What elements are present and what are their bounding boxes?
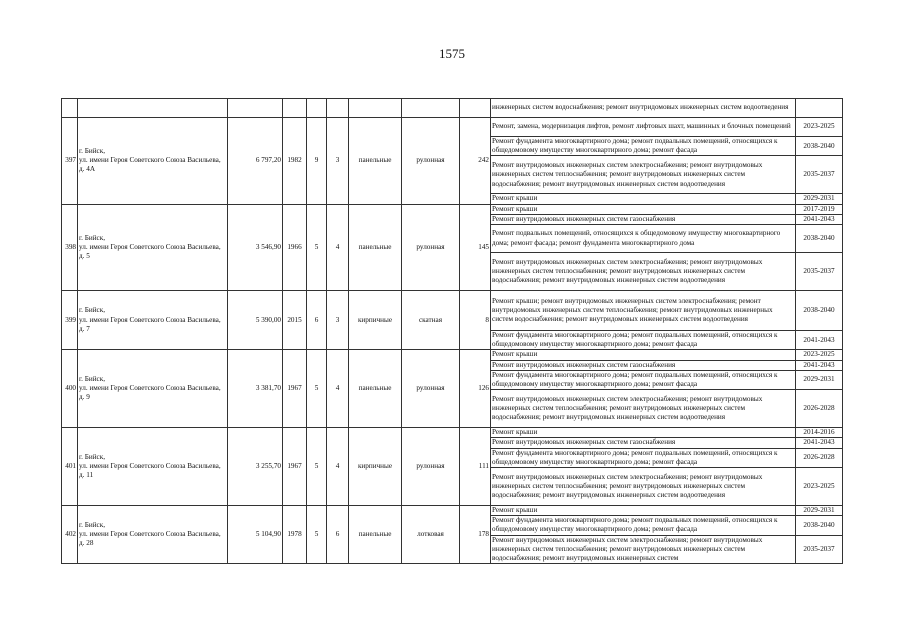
work-period: 2026-2028 xyxy=(796,390,843,428)
floors-count: 5 xyxy=(307,204,327,290)
entrances-count: 4 xyxy=(327,204,349,290)
roof-type: рулонная xyxy=(402,204,460,290)
empty-cell xyxy=(349,99,402,118)
work-description: Ремонт, замена, модернизация лифтов, ремонт лифтовых шахт, машинных и блочных помещений xyxy=(491,118,796,137)
work-period: 2014-2016 xyxy=(796,428,843,438)
entrances-count: 6 xyxy=(327,506,349,564)
work-period: 2038-2040 xyxy=(796,516,843,535)
work-description: Ремонт внутридомовых инженерных систем газоснабжения xyxy=(491,360,796,370)
address-house: д. 28 xyxy=(79,539,94,548)
empty-cell xyxy=(283,99,307,118)
floors-count: 9 xyxy=(307,118,327,205)
table-row xyxy=(62,118,843,137)
total-area: 6 797,20 xyxy=(228,118,283,205)
work-description: Ремонт внутридомовых инженерных систем электроснабжения; ремонт внутридомовых инженерных систем теплоснабжения; ремонт внутридомовых инженерных систем водоснабжения; ремонт внутридомовых инженерных систем водоотведения xyxy=(491,468,796,506)
work-period: 2038-2040 xyxy=(796,137,843,156)
total-area: 5 104,90 xyxy=(228,506,283,564)
row-number: 401 xyxy=(62,428,78,506)
work-description: Ремонт фундамента многоквартирного дома; ремонт подвальных помещений, относящихся к общедомовому имуществу многоквартирного дома; ремонт фасада xyxy=(491,370,796,389)
residents-count: 8 xyxy=(460,291,491,350)
empty-cell xyxy=(307,99,327,118)
row-number: 397 xyxy=(62,118,78,205)
address-cell xyxy=(78,118,228,205)
work-description: Ремонт подвальных помещений, относящихся к общедомовому имуществу многоквартирного дома; ремонт фасада; ремонт фундамента многоквартирного дома xyxy=(491,225,796,253)
address-house: д. 7 xyxy=(79,324,90,333)
work-description: Ремонт крыши; ремонт внутридомовых инженерных систем электроснабжения; ремонт внутридомовых инженерных систем теплоснабжения; ремонт внутридомовых инженерных систем водоснабжения; ремонт внутридомовых инженерных систем водоотведения xyxy=(491,291,796,331)
address-street: ул. имени Героя Советского Союза Васильева, xyxy=(79,315,221,324)
total-area: 3 381,70 xyxy=(228,350,283,428)
address-city: г. Бийск, xyxy=(79,306,106,315)
work-description: Ремонт фундамента многоквартирного дома; ремонт подвальных помещений, относящихся к общедомовому имуществу многоквартирного дома; ремонт фасада xyxy=(491,331,796,350)
work-description: Ремонт фундамента многоквартирного дома; ремонт подвальных помещений, относящихся к общедомовому имуществу многоквартирного дома; ремонт фасада xyxy=(491,137,796,156)
work-period: 2041-2043 xyxy=(796,360,843,370)
wall-material: панельные xyxy=(349,204,402,290)
roof-type: лотковая xyxy=(402,506,460,564)
floors-count: 6 xyxy=(307,291,327,350)
work-description: Ремонт внутридомовых инженерных систем электроснабжения; ремонт внутридомовых инженерных систем теплоснабжения; ремонт внутридомовых инженерных систем водоснабжения; ремонт внутридомовых инженерных систем xyxy=(491,535,796,564)
wall-material: панельные xyxy=(349,350,402,428)
work-description: Ремонт внутридомовых инженерных систем электроснабжения; ремонт внутридомовых инженерных систем теплоснабжения; ремонт внутридомовых инженерных систем водоснабжения; ремонт внутридомовых инженерных систем водоотведения xyxy=(491,156,796,194)
roof-type: рулонная xyxy=(402,350,460,428)
work-period: 2017-2019 xyxy=(796,204,843,214)
work-period: 2035-2037 xyxy=(796,535,843,564)
commission-year: 2015 xyxy=(283,291,307,350)
wall-material: кирпичные xyxy=(349,291,402,350)
roof-type: рулонная xyxy=(402,428,460,506)
commission-year: 1966 xyxy=(283,204,307,290)
entrances-count: 3 xyxy=(327,291,349,350)
work-period: 2041-2043 xyxy=(796,331,843,350)
continuation-row xyxy=(62,99,843,118)
wall-material: панельные xyxy=(349,506,402,564)
empty-cell xyxy=(796,99,843,118)
empty-cell xyxy=(62,99,78,118)
commission-year: 1967 xyxy=(283,428,307,506)
address-street: ул. имени Героя Советского Союза Васильева, xyxy=(79,462,221,471)
address-house: д. 4А xyxy=(79,165,96,174)
work-description: Ремонт крыши xyxy=(491,204,796,214)
table-row xyxy=(62,204,843,214)
table-row xyxy=(62,350,843,360)
address-street: ул. имени Героя Советского Союза Васильева, xyxy=(79,384,221,393)
floors-count: 5 xyxy=(307,506,327,564)
work-period: 2023-2025 xyxy=(796,350,843,360)
empty-cell xyxy=(460,99,491,118)
residents-count: 126 xyxy=(460,350,491,428)
work-description: инженерных систем водоснабжения; ремонт внутридомовых инженерных систем водоотведения xyxy=(491,99,796,118)
address-city: г. Бийск, xyxy=(79,375,106,384)
commission-year: 1967 xyxy=(283,350,307,428)
total-area: 3 546,90 xyxy=(228,204,283,290)
wall-material: кирпичные xyxy=(349,428,402,506)
work-period: 2041-2043 xyxy=(796,438,843,448)
address-cell xyxy=(78,506,228,564)
capital-repair-table xyxy=(61,98,843,564)
work-period: 2029-2031 xyxy=(796,194,843,204)
empty-cell xyxy=(228,99,283,118)
total-area: 5 390,00 xyxy=(228,291,283,350)
empty-cell xyxy=(327,99,349,118)
address-cell xyxy=(78,350,228,428)
address-city: г. Бийск, xyxy=(79,233,106,242)
commission-year: 1982 xyxy=(283,118,307,205)
work-description: Ремонт фундамента многоквартирного дома; ремонт подвальных помещений, относящихся к общедомовому имуществу многоквартирного дома; ремонт фасада xyxy=(491,516,796,535)
work-description: Ремонт крыши xyxy=(491,428,796,438)
work-period: 2026-2028 xyxy=(796,448,843,467)
work-description: Ремонт крыши xyxy=(491,194,796,204)
commission-year: 1978 xyxy=(283,506,307,564)
table-body xyxy=(62,99,843,564)
address-house: д. 9 xyxy=(79,393,90,402)
roof-type: скатная xyxy=(402,291,460,350)
empty-cell xyxy=(402,99,460,118)
entrances-count: 3 xyxy=(327,118,349,205)
residents-count: 111 xyxy=(460,428,491,506)
page-number: 1575 xyxy=(439,46,465,61)
address-house: д. 5 xyxy=(79,251,90,260)
row-number: 400 xyxy=(62,350,78,428)
row-number: 402 xyxy=(62,506,78,564)
work-period: 2041-2043 xyxy=(796,214,843,224)
table-row xyxy=(62,291,843,331)
address-city: г. Бийск, xyxy=(79,147,106,155)
roof-type: рулонная xyxy=(402,118,460,205)
empty-cell xyxy=(78,99,228,118)
total-area: 3 255,70 xyxy=(228,428,283,506)
floors-count: 5 xyxy=(307,350,327,428)
work-period: 2038-2040 xyxy=(796,225,843,253)
address-cell xyxy=(78,291,228,350)
entrances-count: 4 xyxy=(327,350,349,428)
work-period: 2023-2025 xyxy=(796,468,843,506)
work-description: Ремонт крыши xyxy=(491,350,796,360)
address-cell xyxy=(78,428,228,506)
floors-count: 5 xyxy=(307,428,327,506)
work-description: Ремонт крыши xyxy=(491,506,796,516)
work-period: 2029-2031 xyxy=(796,506,843,516)
row-number: 398 xyxy=(62,204,78,290)
residents-count: 178 xyxy=(460,506,491,564)
work-period: 2035-2037 xyxy=(796,253,843,291)
address-street: ул. имени Героя Советского Союза Васильева, xyxy=(79,530,221,539)
wall-material: панельные xyxy=(349,118,402,205)
address-city: г. Бийск, xyxy=(79,452,106,461)
address-house: д. 11 xyxy=(79,471,94,480)
residents-count: 242 xyxy=(460,118,491,205)
address-city: г. Бийск, xyxy=(79,520,106,529)
address-cell xyxy=(78,204,228,290)
work-description: Ремонт внутридомовых инженерных систем газоснабжения xyxy=(491,214,796,224)
work-period: 2035-2037 xyxy=(796,156,843,194)
work-description: Ремонт внутридомовых инженерных систем электроснабжения; ремонт внутридомовых инженерных систем теплоснабжения; ремонт внутридомовых инженерных систем водоснабжения; ремонт внутридомовых инженерных систем водоотведения xyxy=(491,253,796,291)
work-period: 2038-2040 xyxy=(796,291,843,331)
address-street: ул. имени Героя Советского Союза Васильева, xyxy=(79,156,221,165)
work-period: 2023-2025 xyxy=(796,118,843,137)
table-row xyxy=(62,506,843,516)
residents-count: 145 xyxy=(460,204,491,290)
entrances-count: 4 xyxy=(327,428,349,506)
work-period: 2029-2031 xyxy=(796,370,843,389)
row-number: 399 xyxy=(62,291,78,350)
work-description: Ремонт внутридомовых инженерных систем газоснабжения xyxy=(491,438,796,448)
table-row xyxy=(62,428,843,438)
address-street: ул. имени Героя Советского Союза Васильева, xyxy=(79,242,221,251)
work-description: Ремонт фундамента многоквартирного дома; ремонт подвальных помещений, относящихся к общедомовому имуществу многоквартирного дома; ремонт фасада xyxy=(491,448,796,467)
work-description: Ремонт внутридомовых инженерных систем электроснабжения; ремонт внутридомовых инженерных систем теплоснабжения; ремонт внутридомовых инженерных систем водоснабжения; ремонт внутридомовых инженерных систем водоотведения xyxy=(491,390,796,428)
